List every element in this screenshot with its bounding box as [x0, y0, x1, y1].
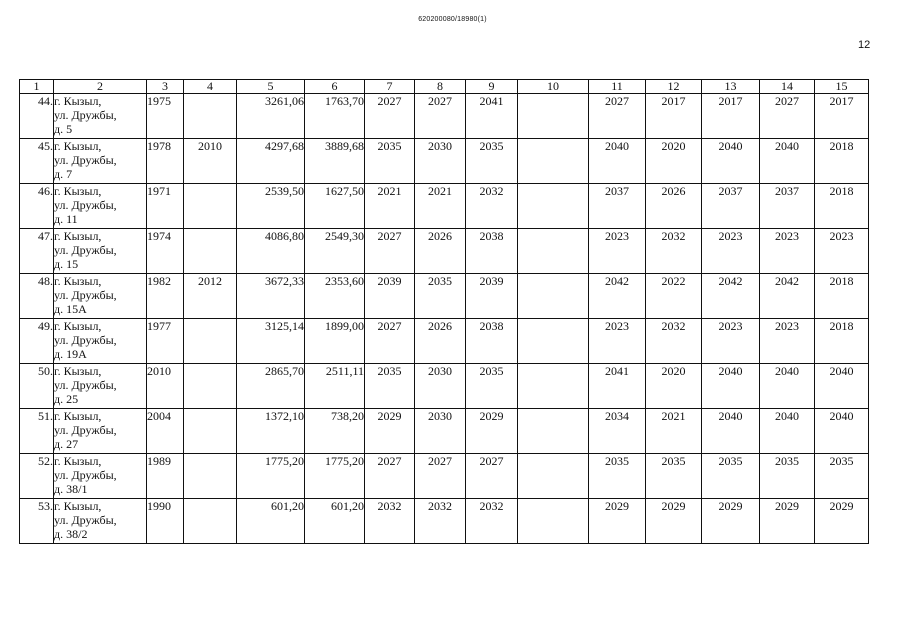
address-line: г. Кызыл, — [54, 274, 102, 288]
year-built-cell: 1971 — [147, 184, 184, 229]
column-header: 10 — [518, 80, 589, 94]
year-cell: 2027 — [365, 454, 415, 499]
total-area-cell: 3672,33 — [237, 274, 305, 319]
address-line: г. Кызыл, — [54, 319, 102, 333]
year-cell: 2032 — [466, 184, 518, 229]
year-cell: 2040 — [815, 409, 869, 454]
year-cell: 2023 — [815, 229, 869, 274]
year-cell: 2040 — [702, 364, 760, 409]
year-cell: 2032 — [646, 319, 702, 364]
table-row — [20, 229, 869, 274]
year-cell: 2022 — [646, 274, 702, 319]
data-table — [19, 79, 869, 544]
year-cell: 2032 — [365, 499, 415, 544]
table-row — [20, 364, 869, 409]
address-line: г. Кызыл, — [54, 499, 102, 513]
year-built-cell: 1982 — [147, 274, 184, 319]
year-cell: 2027 — [415, 454, 466, 499]
year-cell: 2020 — [646, 364, 702, 409]
address-line: ул. Дружбы, — [54, 243, 117, 257]
year-built-cell: 1978 — [147, 139, 184, 184]
year-cell — [518, 139, 589, 184]
table-row — [20, 409, 869, 454]
year-cell: 2023 — [702, 229, 760, 274]
table-row — [20, 184, 869, 229]
year-cell: 2026 — [415, 319, 466, 364]
address-line: д. 27 — [54, 437, 79, 451]
living-area-cell: 1899,00 — [305, 319, 365, 364]
table-row — [20, 454, 869, 499]
year-cell: 2027 — [415, 94, 466, 139]
address-line: ул. Дружбы, — [54, 378, 117, 392]
year-cell: 2035 — [589, 454, 646, 499]
year-reconstruction-cell — [184, 184, 237, 229]
address-cell — [54, 139, 147, 184]
year-reconstruction-cell — [184, 409, 237, 454]
column-header: 1 — [20, 80, 54, 94]
address-line: ул. Дружбы, — [54, 288, 117, 302]
address-line: д. 15А — [54, 302, 87, 316]
column-header: 12 — [646, 80, 702, 94]
document-code: 620200080/18980(1) — [418, 16, 487, 23]
year-reconstruction-cell: 2010 — [184, 139, 237, 184]
year-cell: 2040 — [760, 139, 815, 184]
year-cell: 2032 — [646, 229, 702, 274]
year-cell: 2026 — [415, 229, 466, 274]
year-cell: 2042 — [702, 274, 760, 319]
living-area-cell: 1775,20 — [305, 454, 365, 499]
year-reconstruction-cell — [184, 454, 237, 499]
address-line: д. 25 — [54, 392, 79, 406]
column-header: 5 — [237, 80, 305, 94]
year-cell: 2038 — [466, 229, 518, 274]
year-cell: 2039 — [365, 274, 415, 319]
year-cell: 2027 — [365, 94, 415, 139]
column-header: 11 — [589, 80, 646, 94]
year-cell: 2018 — [815, 184, 869, 229]
year-cell: 2037 — [589, 184, 646, 229]
address-cell — [54, 184, 147, 229]
row-number: 48. — [20, 274, 54, 319]
year-cell: 2037 — [702, 184, 760, 229]
year-cell — [518, 184, 589, 229]
living-area-cell: 2353,60 — [305, 274, 365, 319]
year-cell: 2032 — [415, 499, 466, 544]
page-number: 12 — [858, 39, 871, 51]
year-cell: 2041 — [466, 94, 518, 139]
year-cell — [518, 94, 589, 139]
address-line: д. 19А — [54, 347, 87, 361]
year-cell: 2035 — [815, 454, 869, 499]
address-cell — [54, 319, 147, 364]
address-cell — [54, 229, 147, 274]
column-header: 2 — [54, 80, 147, 94]
year-cell: 2027 — [365, 319, 415, 364]
year-cell — [518, 274, 589, 319]
year-cell: 2040 — [815, 364, 869, 409]
column-header: 9 — [466, 80, 518, 94]
year-cell: 2029 — [646, 499, 702, 544]
address-line: ул. Дружбы, — [54, 153, 117, 167]
living-area-cell: 601,20 — [305, 499, 365, 544]
row-number: 53. — [20, 499, 54, 544]
year-cell — [518, 499, 589, 544]
year-cell — [518, 319, 589, 364]
year-cell: 2037 — [760, 184, 815, 229]
year-cell — [518, 364, 589, 409]
column-header: 3 — [147, 80, 184, 94]
row-number: 49. — [20, 319, 54, 364]
year-cell: 2020 — [646, 139, 702, 184]
year-cell: 2021 — [415, 184, 466, 229]
year-cell: 2038 — [466, 319, 518, 364]
address-line: г. Кызыл, — [54, 139, 102, 153]
year-cell: 2018 — [815, 139, 869, 184]
total-area-cell: 2865,70 — [237, 364, 305, 409]
year-cell: 2041 — [589, 364, 646, 409]
row-number: 45. — [20, 139, 54, 184]
year-cell: 2032 — [466, 499, 518, 544]
year-built-cell: 1989 — [147, 454, 184, 499]
total-area-cell: 4297,68 — [237, 139, 305, 184]
year-cell: 2042 — [589, 274, 646, 319]
address-line: ул. Дружбы, — [54, 333, 117, 347]
year-built-cell: 2004 — [147, 409, 184, 454]
year-cell: 2021 — [365, 184, 415, 229]
column-header: 14 — [760, 80, 815, 94]
year-cell: 2017 — [646, 94, 702, 139]
total-area-cell: 3261,06 — [237, 94, 305, 139]
year-cell: 2035 — [365, 364, 415, 409]
year-built-cell: 1977 — [147, 319, 184, 364]
year-cell: 2042 — [760, 274, 815, 319]
address-line: ул. Дружбы, — [54, 108, 117, 122]
row-number: 52. — [20, 454, 54, 499]
year-reconstruction-cell — [184, 319, 237, 364]
year-built-cell: 1990 — [147, 499, 184, 544]
year-cell: 2029 — [589, 499, 646, 544]
total-area-cell: 601,20 — [237, 499, 305, 544]
address-line: ул. Дружбы, — [54, 513, 117, 527]
row-number: 51. — [20, 409, 54, 454]
column-header: 15 — [815, 80, 869, 94]
year-cell: 2023 — [589, 319, 646, 364]
address-line: г. Кызыл, — [54, 94, 102, 108]
address-line: д. 15 — [54, 257, 79, 271]
year-cell: 2018 — [815, 319, 869, 364]
year-cell: 2029 — [760, 499, 815, 544]
year-cell: 2040 — [702, 139, 760, 184]
address-line: д. 38/1 — [54, 482, 88, 496]
row-number: 50. — [20, 364, 54, 409]
header-row — [20, 80, 869, 94]
year-cell: 2035 — [466, 139, 518, 184]
column-header: 6 — [305, 80, 365, 94]
year-cell: 2018 — [815, 274, 869, 319]
address-line: ул. Дружбы, — [54, 423, 117, 437]
year-cell — [518, 409, 589, 454]
year-cell: 2027 — [589, 94, 646, 139]
year-cell: 2040 — [702, 409, 760, 454]
table-row — [20, 319, 869, 364]
address-line: г. Кызыл, — [54, 409, 102, 423]
year-built-cell: 1975 — [147, 94, 184, 139]
row-number: 44. — [20, 94, 54, 139]
year-cell: 2030 — [415, 364, 466, 409]
table-body — [20, 94, 869, 544]
year-cell: 2029 — [702, 499, 760, 544]
address-line: д. 5 — [54, 122, 73, 136]
living-area-cell: 3889,68 — [305, 139, 365, 184]
total-area-cell: 1775,20 — [237, 454, 305, 499]
column-header: 8 — [415, 80, 466, 94]
year-built-cell: 1974 — [147, 229, 184, 274]
living-area-cell: 1627,50 — [305, 184, 365, 229]
living-area-cell: 2511,11 — [305, 364, 365, 409]
total-area-cell: 4086,80 — [237, 229, 305, 274]
year-cell: 2035 — [466, 364, 518, 409]
year-cell: 2034 — [589, 409, 646, 454]
living-area-cell: 2549,30 — [305, 229, 365, 274]
column-header: 7 — [365, 80, 415, 94]
year-reconstruction-cell — [184, 229, 237, 274]
table-row — [20, 499, 869, 544]
year-cell: 2029 — [815, 499, 869, 544]
year-cell: 2023 — [589, 229, 646, 274]
address-line: д. 11 — [54, 212, 78, 226]
year-built-cell: 2010 — [147, 364, 184, 409]
address-cell — [54, 364, 147, 409]
year-cell: 2027 — [466, 454, 518, 499]
address-line: ул. Дружбы, — [54, 198, 117, 212]
address-line: д. 38/2 — [54, 527, 88, 541]
address-cell — [54, 409, 147, 454]
year-cell: 2035 — [646, 454, 702, 499]
year-cell: 2030 — [415, 409, 466, 454]
table-row — [20, 274, 869, 319]
year-reconstruction-cell — [184, 499, 237, 544]
address-line: д. 7 — [54, 167, 73, 181]
year-cell: 2039 — [466, 274, 518, 319]
year-cell: 2029 — [365, 409, 415, 454]
address-line: ул. Дружбы, — [54, 468, 117, 482]
year-cell: 2035 — [415, 274, 466, 319]
total-area-cell: 1372,10 — [237, 409, 305, 454]
year-reconstruction-cell: 2012 — [184, 274, 237, 319]
living-area-cell: 1763,70 — [305, 94, 365, 139]
address-cell — [54, 274, 147, 319]
address-line: г. Кызыл, — [54, 454, 102, 468]
address-cell — [54, 499, 147, 544]
year-reconstruction-cell — [184, 94, 237, 139]
year-cell: 2040 — [589, 139, 646, 184]
year-cell: 2017 — [702, 94, 760, 139]
year-cell: 2017 — [815, 94, 869, 139]
year-reconstruction-cell — [184, 364, 237, 409]
year-cell: 2023 — [702, 319, 760, 364]
row-number: 46. — [20, 184, 54, 229]
year-cell: 2023 — [760, 319, 815, 364]
table-row — [20, 139, 869, 184]
living-area-cell: 738,20 — [305, 409, 365, 454]
year-cell: 2040 — [760, 364, 815, 409]
address-line: г. Кызыл, — [54, 184, 102, 198]
address-cell — [54, 94, 147, 139]
year-cell — [518, 454, 589, 499]
year-cell: 2021 — [646, 409, 702, 454]
year-cell: 2027 — [365, 229, 415, 274]
column-header: 13 — [702, 80, 760, 94]
year-cell: 2035 — [760, 454, 815, 499]
address-line: г. Кызыл, — [54, 229, 102, 243]
year-cell: 2026 — [646, 184, 702, 229]
address-line: г. Кызыл, — [54, 364, 102, 378]
table-row — [20, 94, 869, 139]
year-cell: 2040 — [760, 409, 815, 454]
year-cell: 2030 — [415, 139, 466, 184]
address-cell — [54, 454, 147, 499]
total-area-cell: 3125,14 — [237, 319, 305, 364]
year-cell: 2035 — [702, 454, 760, 499]
year-cell — [518, 229, 589, 274]
year-cell: 2023 — [760, 229, 815, 274]
year-cell: 2035 — [365, 139, 415, 184]
total-area-cell: 2539,50 — [237, 184, 305, 229]
year-cell: 2027 — [760, 94, 815, 139]
column-header: 4 — [184, 80, 237, 94]
year-cell: 2029 — [466, 409, 518, 454]
row-number: 47. — [20, 229, 54, 274]
